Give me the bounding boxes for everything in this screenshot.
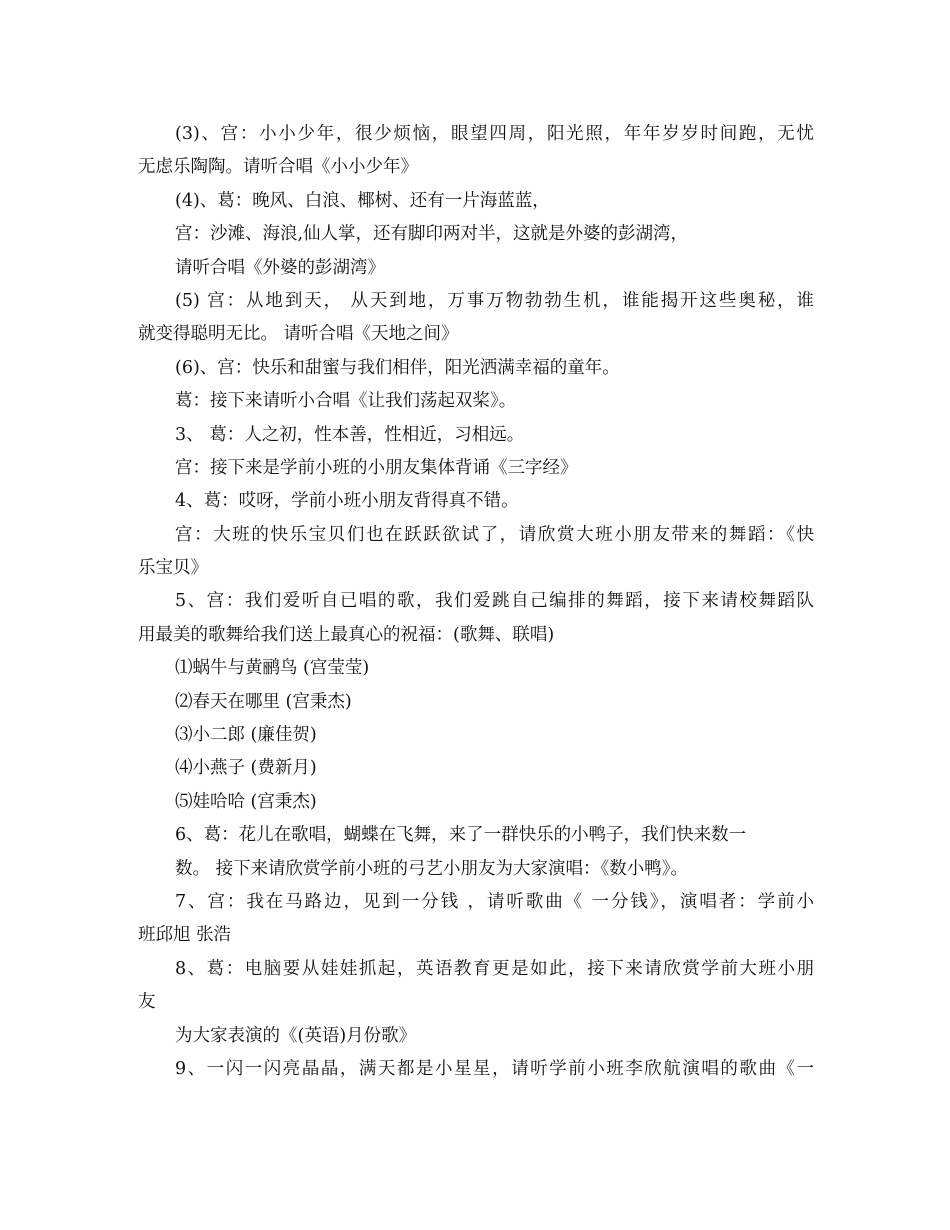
list-item: ⑵春天在哪里 (宫秉杰) <box>175 691 352 712</box>
text-line: (4)、葛：晚风、白浪、椰树、还有一片海蓝蓝， <box>175 190 550 211</box>
text-line: 宫：沙滩、海浪,仙人掌，还有脚印两对半，这就是外婆的彭湖湾， <box>175 224 689 245</box>
text-line: 4、葛：哎呀，学前小班小朋友背得真不错。 <box>175 491 519 512</box>
list-item: ⑴蜗牛与黄鹂鸟 (宫莹莹) <box>175 658 370 679</box>
text-line: 5、宫：我们爱听自已唱的歌，我们爱跳自己编排的舞蹈，接下来请校舞蹈队 <box>175 591 814 612</box>
text-line: 宫：接下来是学前小班的小朋友集体背诵《三字经》 <box>175 457 578 478</box>
document-body <box>138 118 814 1086</box>
text-line: 8、葛：电脑要从娃娃抓起，英语教育更是如此，接下来请欣赏学前大班小朋 <box>175 958 814 979</box>
list-item: ⑷小燕子 (费新月) <box>175 758 317 779</box>
text-line: 无虑乐陶陶。请听合唱《小小少年》 <box>138 157 418 178</box>
text-line: 6、葛：花儿在歌唱，蝴蝶在飞舞，来了一群快乐的小鸭子，我们快来数一 <box>175 825 747 846</box>
text-line: 数。 接下来请欣赏学前小班的弓艺小朋友为大家演唱：《数小鸭》。 <box>175 858 689 879</box>
text-line: 友 <box>138 992 156 1013</box>
text-line: 3、 葛：人之初，性本善，性相近，习相远。 <box>175 424 525 445</box>
text-line: 宫：大班的快乐宝贝们也在跃跃欲试了，请欣赏大班小朋友带来的舞蹈：《快 <box>175 524 814 545</box>
list-item: ⑸娃哈哈 (宫秉杰) <box>175 791 317 812</box>
text-line: 乐宝贝》 <box>138 558 208 579</box>
text-line: 葛：接下来请听小合唱《让我们荡起双桨》。 <box>175 391 517 412</box>
text-line: (5) 宫：从地到天， 从天到地，万事万物勃勃生机，谁能揭开这些奥秘，谁 <box>175 290 814 311</box>
text-line: 就变得聪明无比。 请听合唱《天地之间》 <box>138 324 459 345</box>
text-line: 7、宫：我在马路边，见到一分钱 ，请听歌曲《 一分钱》，演唱者：学前小 <box>175 891 814 912</box>
text-line: 9、一闪一闪亮晶晶，满天都是小星星，请听学前小班李欣航演唱的歌曲《一 <box>175 1058 814 1079</box>
text-line: 用最美的歌舞给我们送上最真心的祝福：(歌舞、联唱) <box>138 624 555 645</box>
text-line: 请听合唱《外婆的彭湖湾》 <box>175 257 385 278</box>
text-line: (6)、宫：快乐和甜蜜与我们相伴，阳光洒满幸福的童年。 <box>175 357 620 378</box>
list-item: ⑶小二郎 (廉佳贺) <box>175 725 317 746</box>
text-line: 班邱旭 张浩 <box>138 925 232 946</box>
text-line: 为大家表演的《(英语)月份歌》 <box>175 1025 417 1046</box>
text-line: (3)、宫：小小少年，很少烦恼，眼望四周，阳光照，年年岁岁时间跑，无忧 <box>175 124 814 144</box>
